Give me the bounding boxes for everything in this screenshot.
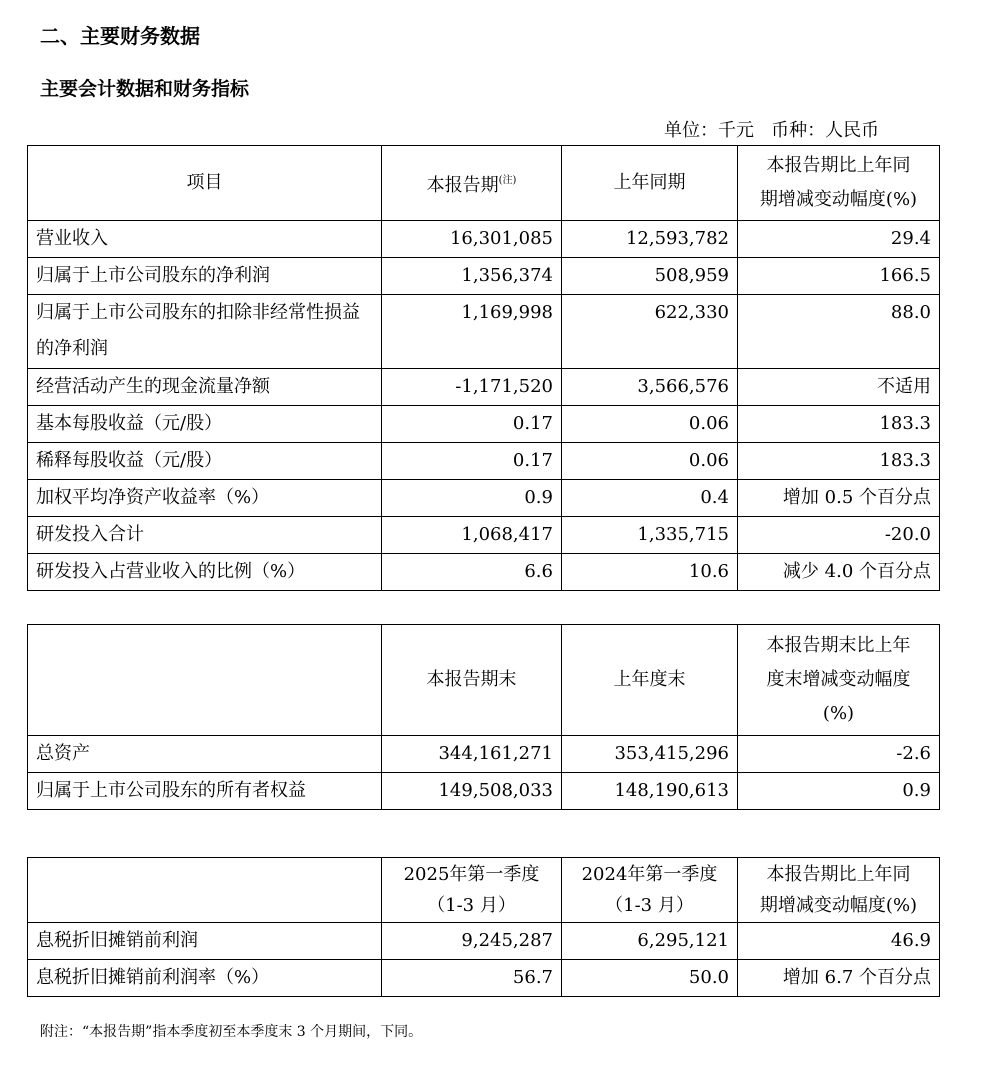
row-label: 归属于上市公司股东的净利润	[28, 258, 382, 295]
row-label: 研发投入合计	[28, 517, 382, 554]
table-row	[28, 480, 940, 517]
row-label: 总资产	[28, 736, 382, 773]
current-value: 9,245,287	[382, 923, 562, 960]
current-value: 0.9	[382, 480, 562, 517]
current-value: 1,356,374	[382, 258, 562, 295]
current-value: 6.6	[382, 554, 562, 591]
header-empty	[28, 858, 382, 923]
change-value: -2.6	[738, 736, 940, 773]
header-prior-period: 上年同期	[562, 146, 738, 221]
change-value: 增加 0.5 个百分点	[738, 480, 940, 517]
current-value: 1,169,998	[382, 295, 562, 369]
header-current-quarter: 2025年第一季度 （1-3 月）	[382, 858, 562, 923]
table-header-row	[28, 625, 940, 736]
table-row	[28, 960, 940, 997]
change-value: 183.3	[738, 443, 940, 480]
prior-value: 508,959	[562, 258, 738, 295]
subsection-title: 主要会计数据和财务指标	[40, 78, 250, 100]
row-label: 息税折旧摊销前利润率（%）	[28, 960, 382, 997]
row-label: 研发投入占营业收入的比例（%）	[28, 554, 382, 591]
header-current-period: 本报告期$^{(注)}$	[382, 146, 562, 221]
row-label: 营业收入	[28, 221, 382, 258]
footnote: 附注：“本报告期”指本季度初至本季度末 3 个月期间，下同。	[40, 1024, 423, 1040]
row-label: 加权平均净资产收益率（%）	[28, 480, 382, 517]
current-value: 0.17	[382, 443, 562, 480]
balance-sheet-table	[27, 624, 940, 810]
table-row	[28, 295, 940, 369]
table-row	[28, 554, 940, 591]
prior-value: 353,415,296	[562, 736, 738, 773]
prior-value: 148,190,613	[562, 773, 738, 810]
prior-value: 50.0	[562, 960, 738, 997]
table-row	[28, 258, 940, 295]
prior-value: 1,335,715	[562, 517, 738, 554]
current-value: -1,171,520	[382, 369, 562, 406]
prior-value: 6,295,121	[562, 923, 738, 960]
current-value: 56.7	[382, 960, 562, 997]
change-value: 88.0	[738, 295, 940, 369]
header-change: 本报告期比上年同 期增减变动幅度(%)	[738, 146, 940, 221]
prior-value: 0.06	[562, 443, 738, 480]
header-prior-year-end: 上年度末	[562, 625, 738, 736]
table-row	[28, 406, 940, 443]
row-label: 归属于上市公司股东的扣除非经常性损益的净利润	[28, 295, 382, 369]
note-marker: (注)	[498, 174, 517, 186]
table-row	[28, 923, 940, 960]
header-item: 项目	[28, 146, 382, 221]
table-row	[28, 736, 940, 773]
change-value: 183.3	[738, 406, 940, 443]
prior-value: 0.06	[562, 406, 738, 443]
change-value: 增加 6.7 个百分点	[738, 960, 940, 997]
current-value: 149,508,033	[382, 773, 562, 810]
table-row	[28, 443, 940, 480]
key-accounting-data-table	[27, 145, 940, 591]
table-row	[28, 517, 940, 554]
change-value: -20.0	[738, 517, 940, 554]
section-title: 二、主要财务数据	[40, 24, 200, 48]
row-label: 息税折旧摊销前利润	[28, 923, 382, 960]
change-value: 46.9	[738, 923, 940, 960]
table-row	[28, 773, 940, 810]
row-label: 经营活动产生的现金流量净额	[28, 369, 382, 406]
table-header-row	[28, 146, 940, 221]
row-label: 基本每股收益（元/股）	[28, 406, 382, 443]
prior-value: 10.6	[562, 554, 738, 591]
prior-value: 0.4	[562, 480, 738, 517]
header-empty	[28, 625, 382, 736]
row-label: 稀释每股收益（元/股）	[28, 443, 382, 480]
header-change: 本报告期比上年同 期增减变动幅度(%)	[738, 858, 940, 923]
ebitda-table	[27, 857, 940, 997]
change-value: 166.5	[738, 258, 940, 295]
table-header-row	[28, 858, 940, 923]
change-value: 不适用	[738, 369, 940, 406]
header-period-end: 本报告期末	[382, 625, 562, 736]
table-row	[28, 369, 940, 406]
prior-value: 622,330	[562, 295, 738, 369]
change-value: 0.9	[738, 773, 940, 810]
current-value: 1,068,417	[382, 517, 562, 554]
current-value: 16,301,085	[382, 221, 562, 258]
prior-value: 3,566,576	[562, 369, 738, 406]
header-prior-quarter: 2024年第一季度 （1-3 月）	[562, 858, 738, 923]
table-row	[28, 221, 940, 258]
change-value: 减少 4.0 个百分点	[738, 554, 940, 591]
header-change: 本报告期末比上年 度末增减变动幅度 (%)	[738, 625, 940, 736]
unit-currency-line: 单位：千元 币种：人民币	[664, 120, 880, 141]
row-label: 归属于上市公司股东的所有者权益	[28, 773, 382, 810]
current-value: 0.17	[382, 406, 562, 443]
prior-value: 12,593,782	[562, 221, 738, 258]
change-value: 29.4	[738, 221, 940, 258]
current-value: 344,161,271	[382, 736, 562, 773]
